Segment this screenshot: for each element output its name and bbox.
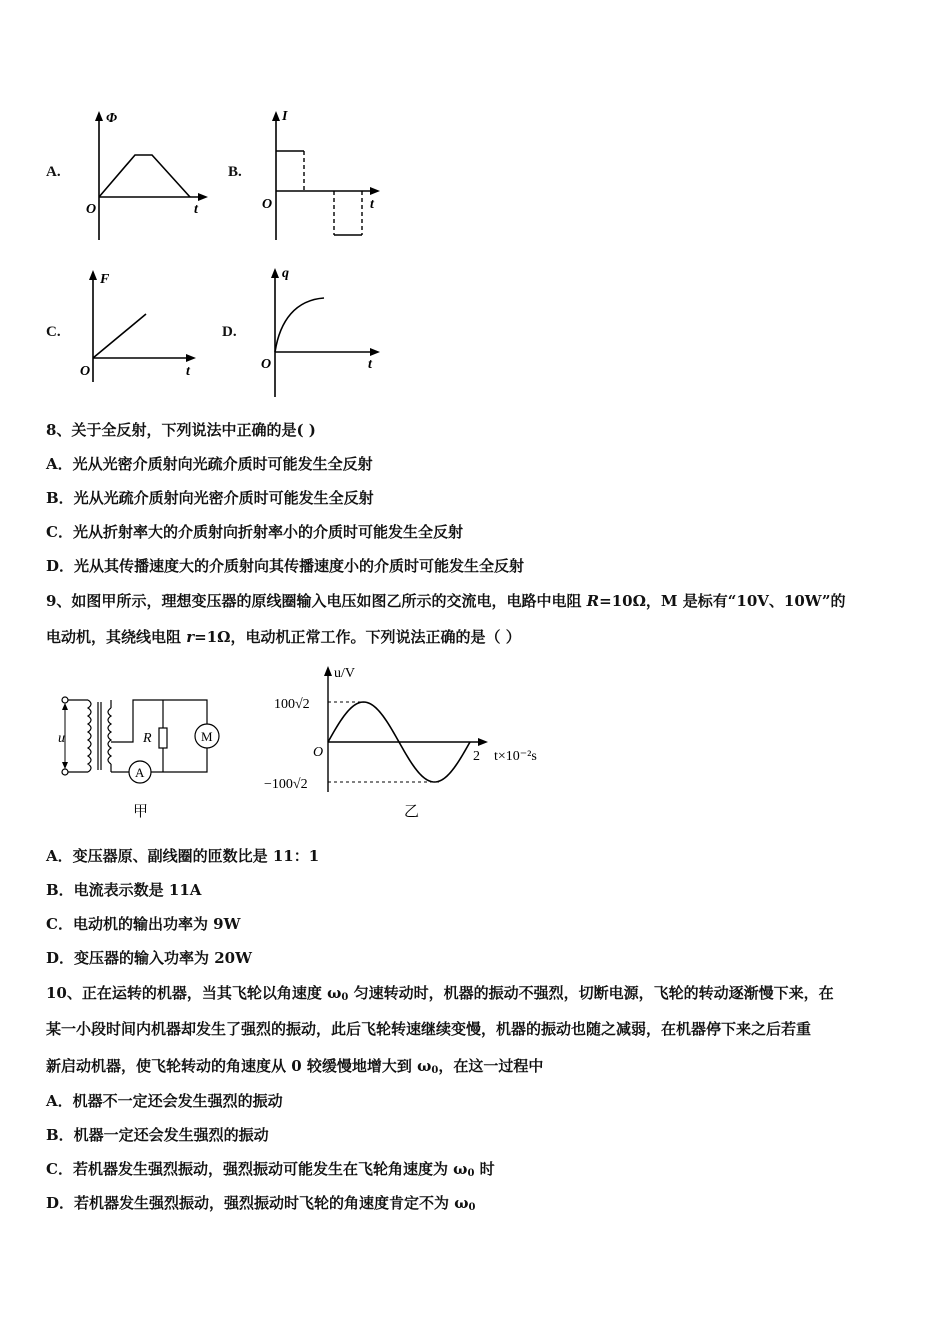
q8-option-c: C．光从折射率大的介质射向折射率小的介质时可能发生全反射 bbox=[46, 523, 463, 541]
q8-option-a: A．光从光密介质射向光疏介质时可能发生全反射 bbox=[46, 455, 373, 473]
graph-a-origin: O bbox=[86, 202, 97, 217]
graph-d-origin: O bbox=[261, 357, 272, 372]
q8-stem: 8、关于全反射，下列说法中正确的是( ) bbox=[46, 421, 316, 439]
graph-b-origin: O bbox=[262, 197, 273, 212]
graph-b-current bbox=[262, 105, 392, 245]
option-b-label: B. bbox=[228, 164, 242, 180]
q10-stem-line1: 10、正在运转的机器，当其飞轮以角速度 $\omega_0$ 匀速转动时，机器的振动不强烈，切断电源，飞轮的转动逐渐慢下来，在 bbox=[46, 984, 834, 1003]
graph-a-xlabel: t bbox=[194, 202, 198, 217]
waveform-xend: 2 bbox=[473, 749, 480, 764]
q10-option-b: B．机器一定还会发生强烈的振动 bbox=[46, 1126, 269, 1144]
waveform-caption: 乙 bbox=[404, 804, 420, 820]
option-a-label: A. bbox=[46, 164, 61, 180]
waveform-ymin: −100√2 bbox=[264, 777, 308, 792]
option-c-label: C. bbox=[46, 324, 61, 340]
graph-d-ylabel: q bbox=[282, 266, 289, 281]
waveform-origin: O bbox=[313, 745, 324, 760]
waveform-ylabel: u/V bbox=[334, 666, 355, 681]
q9-option-d: D．变压器的输入功率为 20W bbox=[46, 949, 252, 967]
q9-option-c: C．电动机的输出功率为 9W bbox=[46, 915, 241, 933]
graph-d-charge bbox=[258, 262, 388, 402]
q8-option-b: B．光从光疏介质射向光密介质时可能发生全反射 bbox=[46, 489, 374, 507]
q8-option-d: D．光从其传播速度大的介质射向其传播速度小的介质时可能发生全反射 bbox=[46, 557, 525, 575]
circuit-u-label: u bbox=[58, 731, 65, 746]
q10-stem-line3: 新启动机器，使飞轮转动的角速度从 0 较缓慢地增大到 $\omega_0$，在这一过程中 bbox=[46, 1057, 544, 1076]
graph-a-ylabel: Φ bbox=[106, 111, 118, 126]
q10-option-a: A．机器不一定还会发生强烈的振动 bbox=[46, 1092, 283, 1110]
q9-stem-line1: 9、如图甲所示，理想变压器的原线圈输入电压如图乙所示的交流电，电路中电阻 R=10Ω，M 是标有“10V、10W”的 bbox=[46, 592, 846, 610]
circuit-diagram bbox=[55, 688, 230, 828]
q10-stem-line2: 某一小段时间内机器却发生了强烈的振动，此后飞轮转速继续变慢，机器的振动也随之减弱，在机器停下来之后若重 bbox=[46, 1020, 812, 1038]
q9-stem-line2: 电动机，其绕线电阻 r=1Ω，电动机正常工作。下列说法正确的是（ ） bbox=[46, 628, 521, 646]
graph-a-flux bbox=[80, 105, 210, 245]
circuit-ammeter-label: A bbox=[135, 765, 145, 780]
circuit-r-label: R bbox=[143, 731, 152, 746]
option-d-label: D. bbox=[222, 324, 237, 340]
waveform-ymax: 100√2 bbox=[274, 697, 310, 712]
q9-option-a: A．变压器原、副线圈的匝数比是 11：1 bbox=[46, 847, 320, 865]
graph-c-xlabel: t bbox=[186, 364, 190, 379]
graph-b-ylabel: I bbox=[282, 109, 288, 124]
graph-d-xlabel: t bbox=[368, 357, 372, 372]
graph-c-origin: O bbox=[80, 364, 91, 379]
graph-b-xlabel: t bbox=[370, 197, 374, 212]
q10-option-c: C．若机器发生强烈振动，强烈振动可能发生在飞轮角速度为 $\omega_0$ 时 bbox=[46, 1160, 495, 1179]
circuit-motor-label: M bbox=[201, 729, 213, 744]
graph-c-ylabel: F bbox=[100, 272, 110, 287]
graph-c-force bbox=[72, 262, 202, 402]
waveform-xlabel: t×10⁻²s bbox=[494, 749, 537, 764]
q9-option-b: B．电流表示数是 11A bbox=[46, 881, 202, 899]
voltage-waveform bbox=[260, 660, 560, 830]
q10-option-d: D．若机器发生强烈振动，强烈振动时飞轮的角速度肯定不为 $\omega_0$ bbox=[46, 1194, 476, 1213]
circuit-caption: 甲 bbox=[133, 804, 149, 820]
